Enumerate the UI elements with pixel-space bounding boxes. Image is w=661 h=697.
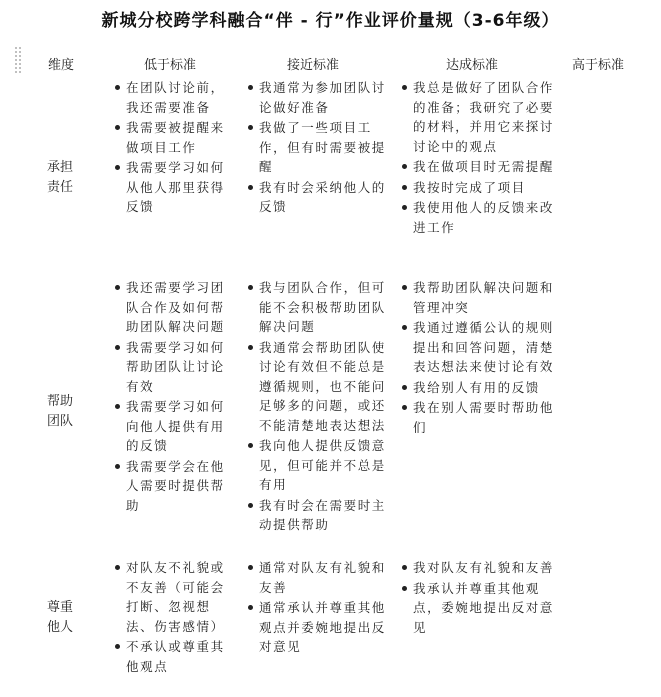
- row-responsibility-near: [247, 78, 389, 218]
- header-above-standard: 高于标准: [572, 58, 625, 73]
- criterion-item: 我向他人提供反馈意见，但可能并不总是有用: [247, 436, 389, 495]
- row-respect-below: [114, 558, 238, 677]
- criterion-item: 通常承认并尊重其他观点并委婉地提出反对意见: [247, 598, 389, 657]
- criterion-item: 我帮助团队解决问题和管理冲突: [401, 278, 561, 317]
- criterion-item: 我需要学习如何从他人那里获得反馈: [114, 158, 238, 217]
- criterion-item: 我在做项目时无需提醒: [401, 157, 561, 177]
- criterion-item: 我需要学习如何帮助团队让讨论有效: [114, 338, 238, 397]
- criterion-item: 我做了一些项目工作，但有时需要被提醒: [247, 118, 389, 177]
- criterion-item: 我与团队合作，但可能不会积极帮助团队解决问题: [247, 278, 389, 337]
- row-dimension-help-team: 帮助团队: [46, 394, 73, 429]
- row-help-team-meet: [401, 278, 561, 438]
- row-respect-meet: [401, 558, 561, 638]
- header-dimension: 维度: [48, 58, 75, 73]
- criterion-item: 我需要被提醒来做项目工作: [114, 118, 238, 157]
- criterion-item: 我承认并尊重其他观点，委婉地提出反对意见: [401, 579, 561, 638]
- criterion-item: 通常对队友有礼貌和友善: [247, 558, 389, 597]
- criterion-item: 我有时会采纳他人的反馈: [247, 178, 389, 217]
- criterion-item: 我有时会在需要时主动提供帮助: [247, 496, 389, 535]
- criterion-item: 我按时完成了项目: [401, 178, 561, 198]
- criterion-item: 我总是做好了团队合作的准备；我研究了必要的材料，并用它来探讨讨论中的观点: [401, 78, 561, 156]
- row-respect-near: [247, 558, 389, 658]
- criterion-item: 不承认或尊重其他观点: [114, 637, 238, 676]
- header-below-standard: 低于标准: [144, 58, 197, 73]
- criterion-item: 我通过遵循公认的规则提出和回答问题，清楚表达想法来使讨论有效: [401, 318, 561, 377]
- row-help-team-below: [114, 278, 238, 516]
- row-dimension-responsibility: 承担责任: [46, 160, 73, 195]
- criterion-item: 对队友不礼貌或不友善（可能会打断、忽视想法、伤害感情）: [114, 558, 238, 636]
- criterion-item: 我在别人需要时帮助他们: [401, 398, 561, 437]
- criterion-item: 我给别人有用的反馈: [401, 378, 561, 398]
- page-title: 新城分校跨学科融合“伴 - 行”作业评价量规（3-6年级）: [101, 11, 560, 31]
- criterion-item: 我需要学会在他人需要时提供帮助: [114, 457, 238, 516]
- row-responsibility-meet: [401, 78, 561, 238]
- header-near-standard: 接近标准: [287, 58, 340, 73]
- criterion-item: 我通常会帮助团队使讨论有效但不能总是遵循规则，也不能问足够多的问题，或还不能清楚地表达想法: [247, 338, 389, 436]
- row-help-team-near: [247, 278, 389, 536]
- dotted-margin-mark: [14, 46, 22, 74]
- criterion-item: 我对队友有礼貌和友善: [401, 558, 561, 578]
- row-dimension-respect: 尊重他人: [46, 600, 73, 635]
- criterion-item: 我需要学习如何向他人提供有用的反馈: [114, 397, 238, 456]
- criterion-item: 我使用他人的反馈来改进工作: [401, 198, 561, 237]
- criterion-item: 我还需要学习团队合作及如何帮助团队解决问题: [114, 278, 238, 337]
- row-responsibility-below: [114, 78, 238, 218]
- criterion-item: 在团队讨论前，我还需要准备: [114, 78, 238, 117]
- criterion-item: 我通常为参加团队讨论做好准备: [247, 78, 389, 117]
- header-meet-standard: 达成标准: [446, 58, 499, 73]
